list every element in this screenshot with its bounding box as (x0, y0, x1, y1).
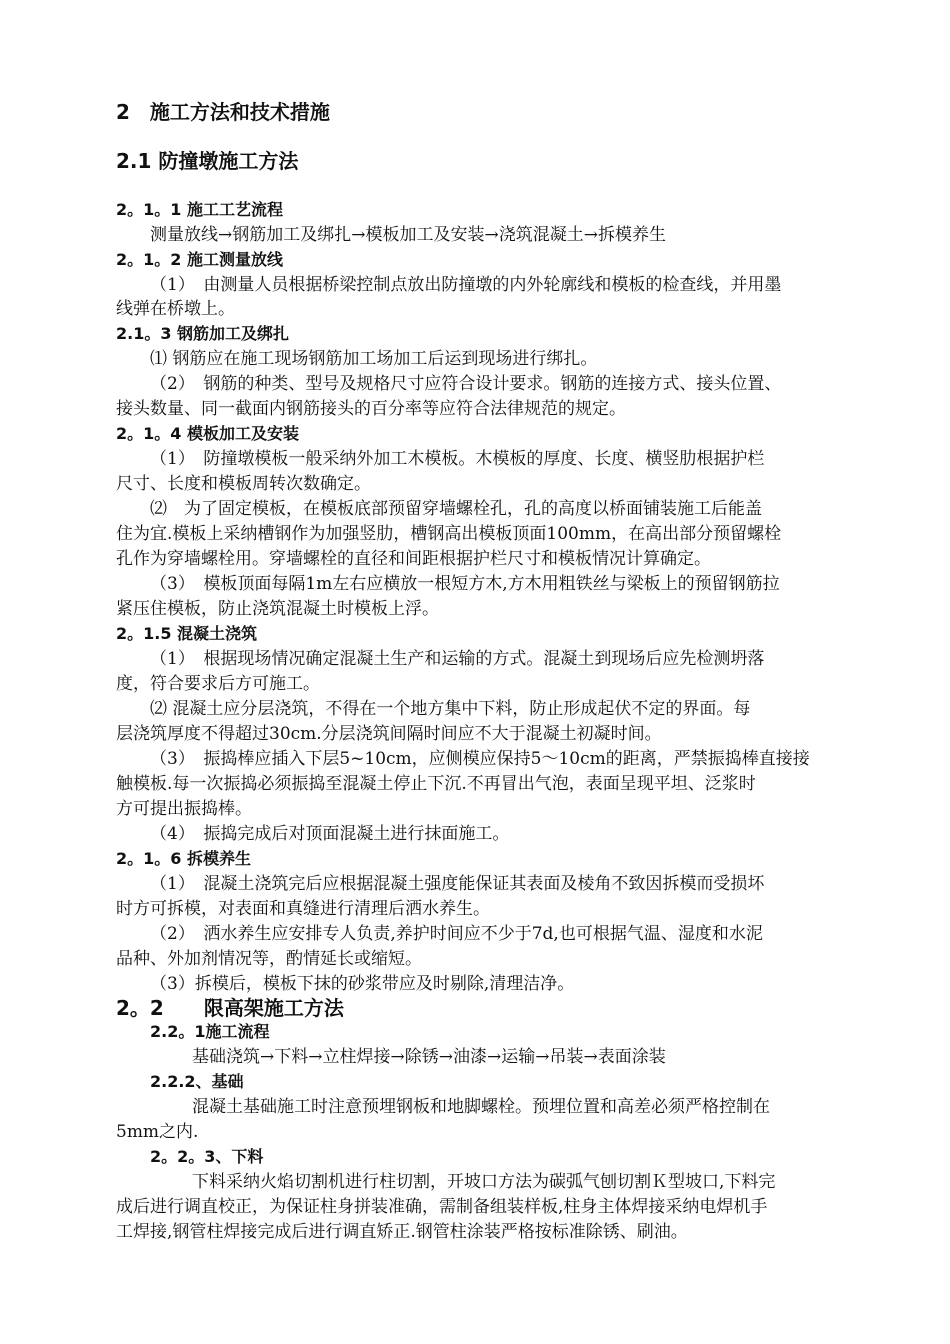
paragraph-line: 混凝土基础施工时注意预埋钢板和地脚螺栓。预埋位置和高差必须严格控制在 (192, 1097, 770, 1117)
heading-2-2-1: 2.2。1施工流程 (150, 1022, 270, 1041)
flow-text: 基础浇筑→下料→立柱焊接→除锈→油漆→运输→吊装→表面涂装 (192, 1047, 666, 1067)
paragraph-line: （4） 振捣完成后对顶面混凝土进行抹面施工。 (150, 824, 510, 844)
paragraph-line: 方可提出振捣棒。 (116, 799, 252, 819)
paragraph-line: （1） 防撞墩模板一般采纳外加工木模板。木模板的厚度、长度、横竖肋根据护栏 (150, 449, 765, 469)
paragraph-line: 下料采纳火焰切割机进行柱切割，开坡口方法为碳弧气刨切割Ｋ型坡口,下料完 (192, 1172, 776, 1192)
paragraph-line: （1） 由测量人员根据桥梁控制点放出防撞墩的内外轮廓线和模板的检查线，并用墨 (150, 275, 782, 295)
paragraph-line: （1） 根据现场情况确定混凝土生产和运输的方式。混凝土到现场后应先检测坍落 (150, 649, 765, 669)
paragraph-line: 5mm之内. (116, 1122, 199, 1142)
paragraph-line: 尺寸、长度和模板周转次数确定。 (116, 474, 371, 494)
paragraph-line: 时方可拆模，对表面和真缝进行清理后洒水养生。 (116, 899, 490, 919)
paragraph-line: ⑵ 混凝土应分层浇筑，不得在一个地方集中下料，防止形成起伏不定的界面。每 (150, 699, 751, 719)
heading-2-1-6: 2。1。6 拆模养生 (116, 849, 251, 868)
paragraph-line: 工焊接,钢管柱焊接完成后进行调直矫正.钢管柱涂装严格按标准除锈、刷油。 (116, 1222, 688, 1242)
paragraph-line: 住为宜.模板上采纳槽钢作为加强竖肋，槽钢高出模板顶面100mm，在高出部分预留螺栓 (116, 524, 782, 544)
flow-text: 测量放线→钢筋加工及绑扎→模板加工及安装→浇筑混凝土→拆模养生 (150, 225, 666, 245)
paragraph-line: ⑵ 为了固定模板，在模板底部预留穿墙螺栓孔，孔的高度以桥面铺装施工后能盖 (150, 499, 762, 519)
paragraph-line: ⑴ 钢筋应在施工现场钢筋加工场加工后运到现场进行绑扎。 (150, 349, 598, 369)
heading-2-2-3: 2。2。3、下料 (150, 1147, 264, 1166)
paragraph-line: 触模板.每一次振捣必须振捣至混凝土停止下沉.不再冒出气泡，表面呈现平坦、泛浆时 (116, 774, 756, 794)
paragraph-line: 层浇筑厚度不得超过30cm.分层浇筑间隔时间应不大于混凝土初凝时间。 (116, 724, 662, 744)
paragraph-line: 接头数量、同一截面内钢筋接头的百分率等应符合法律规范的规定。 (116, 399, 626, 419)
paragraph-line: （2） 洒水养生应安排专人负责,养护时间应不少于7d,也可根据气温、湿度和水泥 (150, 924, 763, 944)
subsection-title: 2.1 防撞墩施工方法 (116, 149, 299, 173)
paragraph-line: 线弹在桥墩上。 (116, 299, 235, 319)
paragraph-line: （3） 振捣棒应插入下层5~10cm，应侧模应保持5～10cm的距离，严禁振捣棒直接接 (150, 749, 810, 769)
paragraph-line: （2） 钢筋的种类、型号及规格尺寸应符合设计要求。钢筋的连接方式、接头位置、 (150, 374, 782, 394)
heading-2-2-2: 2.2.2、基础 (150, 1072, 244, 1091)
heading-2-1-3: 2.1。3 钢筋加工及绑扎 (116, 324, 290, 343)
paragraph-line: （3） 模板顶面每隔1m左右应横放一根短方木,方木用粗铁丝与梁板上的预留钢筋拉 (150, 574, 780, 594)
paragraph-line: （3）拆模后，模板下抹的砂浆带应及时剔除,清理洁净。 (150, 974, 575, 994)
paragraph-line: 度，符合要求后方可施工。 (116, 674, 320, 694)
paragraph-line: 成后进行调直校正，为保证柱身拼装准确，需制备组装样板,柱身主体焊接采纳电焊机手 (116, 1197, 768, 1217)
paragraph-line: 孔作为穿墙螺栓用。穿墙螺栓的直径和间距根据护栏尺寸和模板情况计算确定。 (116, 549, 711, 569)
paragraph-line: （1） 混凝土浇筑完后应根据混凝土强度能保证其表面及棱角不致因拆模而受损坏 (150, 874, 765, 894)
heading-2-1-2: 2。1。2 施工测量放线 (116, 250, 283, 269)
subsection-title: 2。2 限高架施工方法 (116, 996, 344, 1020)
section-title: 2 施工方法和技术措施 (116, 100, 330, 124)
heading-2-1-1: 2。1。1 施工工艺流程 (116, 200, 283, 219)
heading-2-1-4: 2。1。4 模板加工及安装 (116, 424, 299, 443)
paragraph-line: 品种、外加剂情况等，酌情延长或缩短。 (116, 949, 422, 969)
paragraph-line: 紧压住模板，防止浇筑混凝土时模板上浮。 (116, 599, 439, 619)
heading-2-1-5: 2。1.5 混凝土浇筑 (116, 624, 258, 643)
